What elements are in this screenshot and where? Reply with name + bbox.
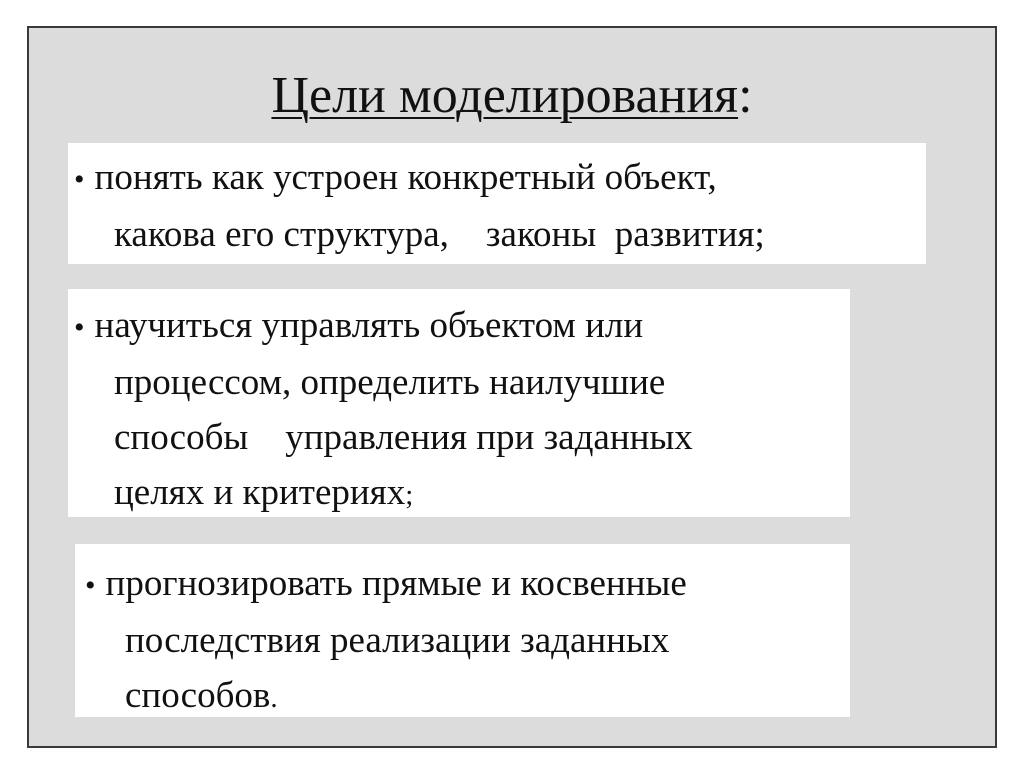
goal-box-2 <box>68 289 850 517</box>
bullet-icon: • <box>74 163 85 196</box>
goal-1-line-1 <box>68 150 926 207</box>
goal-2-text-3: способы управления при заданных <box>114 417 693 458</box>
bullet-icon: • <box>85 569 96 602</box>
goal-1-text-2: какова его структура, законы развития; <box>114 214 765 255</box>
goal-2-text-2: процессом, определить наилучшие <box>114 362 666 403</box>
goal-box-1 <box>68 143 926 264</box>
goal-2-text-4: целях и критериях <box>114 472 406 513</box>
slide <box>27 26 997 748</box>
slide-title-colon: : <box>738 67 753 124</box>
slide-title-text: Цели моделирования <box>271 67 739 124</box>
goal-3-tail: . <box>270 682 278 714</box>
goal-box-3 <box>75 544 850 717</box>
goal-2-text-1: научиться управлять объектом или <box>94 305 644 346</box>
bullet-icon: • <box>74 311 85 344</box>
goal-3-line-3 <box>75 668 850 726</box>
goal-3-text-1: прогнозировать прямые и косвенные <box>105 563 687 604</box>
goal-3-text-3: способов <box>125 675 271 716</box>
goal-1-text-1: понять как устроен конкретный объект, <box>94 157 717 198</box>
goal-3-line-1 <box>75 556 850 613</box>
goal-3-text-2: последствия реализации заданных <box>125 620 670 661</box>
goal-2-line-4 <box>68 465 850 523</box>
slide-title <box>29 64 995 128</box>
goal-2-tail: ; <box>405 479 414 511</box>
goal-2-line-1 <box>68 298 850 355</box>
